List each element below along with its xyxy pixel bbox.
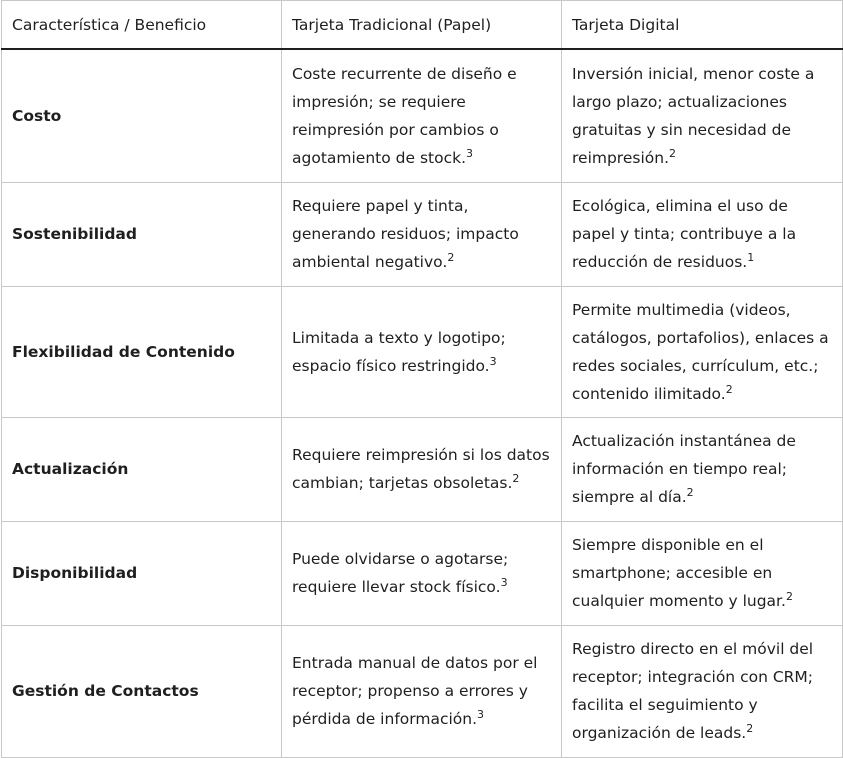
digital-cell — [562, 286, 843, 417]
reference-link[interactable]: 2 — [686, 486, 694, 499]
digital-cell — [562, 182, 843, 286]
feature-cell: Sostenibilidad — [2, 182, 282, 286]
cell-text: Ecológica, elimina el uso de papel y tinta; contribuye a la reducción de residuos. — [572, 197, 797, 271]
reference-link[interactable]: 3 — [489, 354, 497, 368]
reference-link[interactable]: 2 — [447, 251, 455, 264]
cell-text: Siempre disponible en el smartphone; accesible en cualquier momento y lugar. — [572, 536, 786, 610]
table-row — [2, 625, 843, 757]
cell-text: Limitada a texto y logotipo; espacio físico restringido. — [292, 328, 506, 375]
reference-link[interactable]: 3 — [477, 708, 485, 721]
header-feature: Característica / Beneficio — [2, 1, 282, 50]
digital-cell — [562, 625, 843, 757]
paper-cell — [282, 625, 562, 757]
feature-cell: Disponibilidad — [2, 521, 282, 625]
table-row — [2, 417, 843, 521]
table-row — [2, 286, 843, 417]
reference-link[interactable]: 2 — [669, 146, 676, 160]
feature-cell: Actualización — [2, 417, 282, 521]
paper-cell — [282, 182, 562, 286]
comparison-table — [1, 0, 843, 758]
paper-cell — [282, 521, 562, 625]
digital-cell — [562, 417, 843, 521]
header-paper-card: Tarjeta Tradicional (Papel) — [282, 1, 562, 50]
reference-link[interactable]: 3 — [466, 146, 474, 160]
cell-text: Requiere reimpresión si los datos cambian; tarjetas obsoletas. — [292, 446, 550, 492]
table-row — [2, 182, 843, 286]
paper-cell — [282, 286, 562, 417]
paper-cell — [282, 49, 562, 182]
cell-text: Puede olvidarse o agotarse; requiere llevar stock físico. — [292, 550, 509, 596]
digital-cell — [562, 521, 843, 625]
reference-link[interactable]: 3 — [500, 576, 508, 589]
feature-cell: Flexibilidad de Contenido — [2, 286, 282, 417]
header-digital-card: Tarjeta Digital — [562, 1, 843, 50]
reference-link[interactable]: 2 — [725, 382, 733, 396]
cell-text: Inversión inicial, menor coste a largo plazo; actualizaciones gratuitas y sin necesidad de reimpresión. — [572, 64, 815, 167]
digital-cell — [562, 49, 843, 182]
cell-text: Actualización instantánea de información en tiempo real; siempre al día. — [572, 432, 796, 506]
cell-text: Coste recurrente de diseño e impresión; se requiere reimpresión por cambios o agotamiento de stock. — [292, 64, 517, 167]
cell-text: Entrada manual de datos por el receptor; propenso a errores y pérdida de información. — [292, 654, 538, 728]
header-row — [2, 1, 843, 50]
feature-cell: Costo — [2, 49, 282, 182]
reference-link[interactable]: 1 — [747, 251, 755, 264]
table-row — [2, 49, 843, 182]
reference-link[interactable]: 2 — [785, 590, 793, 603]
cell-text: Registro directo en el móvil del receptor; integración con CRM; facilita el seguimiento y organización de leads. — [572, 640, 814, 742]
cell-text: Requiere papel y tinta, generando residuos; impacto ambiental negativo. — [292, 197, 519, 271]
reference-link[interactable]: 2 — [746, 722, 754, 735]
cell-text: Permite multimedia (videos, catálogos, portafolios), enlaces a redes sociales, currículum, etc.; contenido ilimitado. — [572, 300, 829, 403]
paper-cell — [282, 417, 562, 521]
feature-cell: Gestión de Contactos — [2, 625, 282, 757]
reference-link[interactable]: 2 — [512, 472, 520, 485]
table-row — [2, 521, 843, 625]
